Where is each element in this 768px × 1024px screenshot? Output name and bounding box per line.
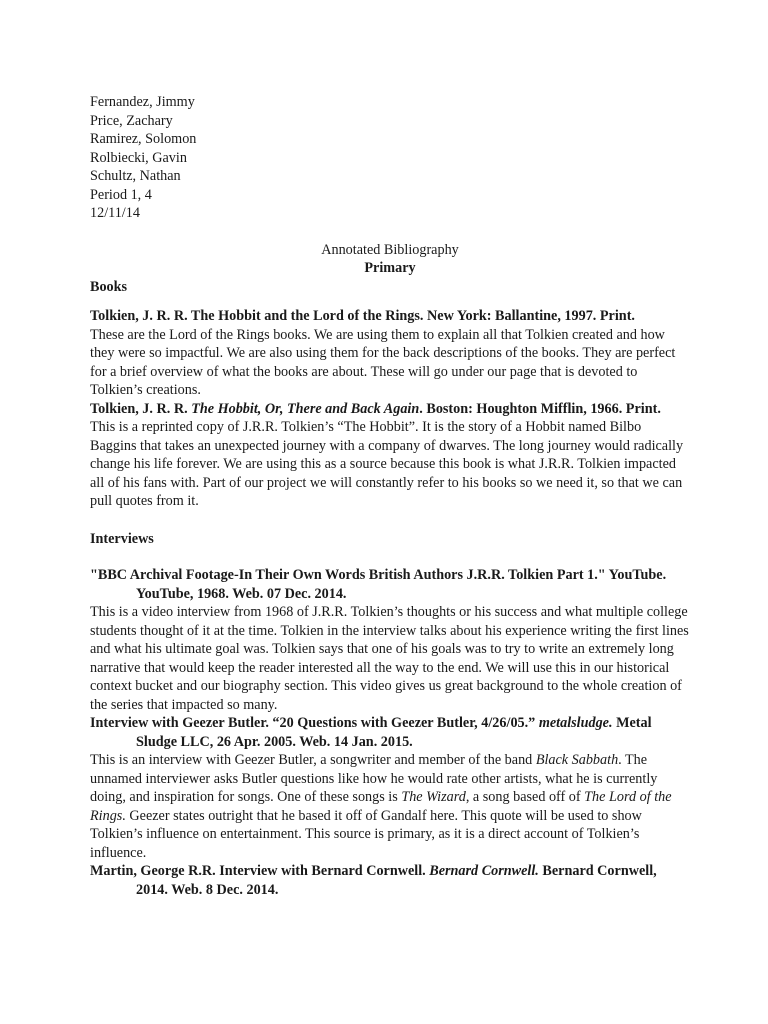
author-name: Ramirez, Solomon bbox=[90, 131, 197, 147]
document-title: Annotated Bibliography bbox=[321, 241, 459, 258]
author-name: Price, Zachary bbox=[90, 112, 173, 129]
document-page bbox=[90, 93, 690, 899]
citation: Tolkien, J. R. R. The Hobbit, Or, There and Back Again. Boston: Houghton Mifflin, 1966. Print. bbox=[90, 400, 661, 417]
citation-title: Bernard Cornwell. bbox=[429, 863, 539, 879]
author-name: Fernandez, Jimmy bbox=[90, 94, 195, 110]
citation: Interview with Geezer Butler. “20 Questions with Geezer Butler, 4/26/05.” metalsludge. Metal Sludge LLC, 26 Apr. 2005. Web. 14 Jan. 2015. bbox=[90, 715, 652, 750]
citation: Tolkien, J. R. R. The Hobbit and the Lord of the Rings. New York: Ballantine, 1997. Print. bbox=[90, 308, 635, 324]
annotation: These are the Lord of the Rings books. We are using them to explain all that Tolkien created and how they were so impactful. We are also using them for the back descriptions of the books. They are perfect for a brief overview of what the books are about. These will go under our page that is devoted to Tolkien’s creations. bbox=[90, 326, 676, 398]
document-date: 12/11/14 bbox=[90, 205, 140, 221]
annotation: This is an interview with Geezer Butler, a songwriter and member of the band Black Sabbath. The unnamed interviewer asks Butler questions like how he would rate other artists, what he is currently doing, and inspiration for songs. One of these songs is The Wizard, a song based off of The Lord of the Rings. Geezer states outright that he based it off of Gandalf here. This quote will be used to show Tolkien’s influence on entertainment. This source is primary, as it is a direct account of Tolkien’s influence. bbox=[90, 752, 672, 861]
section-heading-books: Books bbox=[90, 278, 128, 295]
author-name: Schultz, Nathan bbox=[90, 168, 181, 184]
class-period: Period 1, 4 bbox=[90, 186, 152, 203]
citation: Martin, George R.R. Interview with Bernard Cornwell. Bernard Cornwell. Bernard Cornwell, 2014. Web. 8 Dec. 2014. bbox=[90, 863, 657, 898]
document-subtitle: Primary bbox=[364, 260, 416, 276]
section-heading-interviews: Interviews bbox=[90, 530, 154, 547]
citation-title: The Hobbit, Or, There and Back Again bbox=[191, 400, 420, 417]
author-name: Rolbiecki, Gavin bbox=[90, 149, 187, 166]
citation: "BBC Archival Footage-In Their Own Words British Authors J.R.R. Tolkien Part 1." YouTube. YouTube, 1968. Web. 07 Dec. 2014. bbox=[90, 567, 667, 602]
song-title: The Wizard bbox=[401, 789, 466, 805]
author-block bbox=[90, 93, 690, 223]
annotation: This is a video interview from 1968 of J.R.R. Tolkien’s thoughts or his success and what multiple college students thought of it at the time. Tolkien in the interview talks about his experience writing the first lines and what his ultimate goal was. Tolkien says that one of his goals was to try to write an extremely long narrative that would keep the reader interested all the way to the end. We will use this in our historical context bucket and our biography section. This video gives us great background to the whole creation of the series that impacted so many. bbox=[90, 604, 689, 713]
citation-title: metalsludge. bbox=[538, 715, 613, 731]
annotation: This is a reprinted copy of J.R.R. Tolkien’s “The Hobbit”. It is the story of a Hobbit named Bilbo Baggins that takes an unexpected journey with a company of dwarves. The long journey would radically change his life forever. We are using this as a source because this book is what J.R.R. Tolkien impacted all of his fans with. Part of our project we will constantly refer to his books so we need it, so that we can pull quotes from it. bbox=[90, 419, 684, 509]
book-title: The Lord of the Rings. bbox=[90, 789, 672, 824]
band-name: Black Sabbath bbox=[535, 752, 619, 768]
